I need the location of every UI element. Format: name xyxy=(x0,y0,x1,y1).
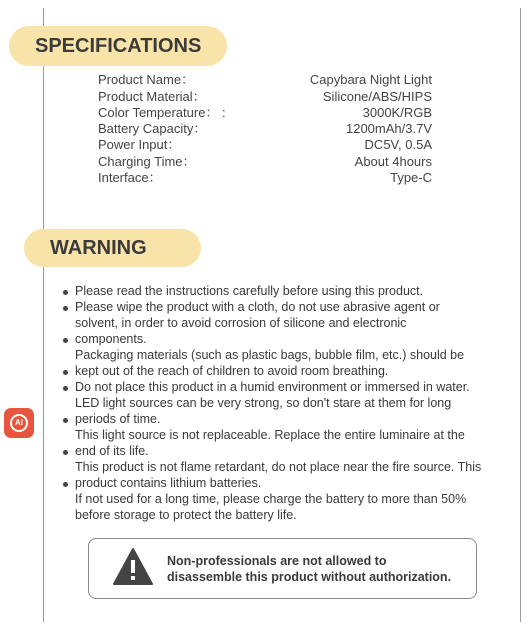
warning-triangle-icon xyxy=(112,547,154,587)
warning-line: Do not place this product in a humid environment or immersed in water. xyxy=(75,380,470,394)
warning-line: before storage to protect the battery life. xyxy=(75,508,297,522)
warning-line: This light source is not replaceable. Replace the entire luminaire at the xyxy=(75,428,465,442)
spec-value-interface: Type-C xyxy=(390,170,432,185)
ai-badge-label: AI xyxy=(15,418,23,427)
spec-value-battery-capacity: 1200mAh/3.7V xyxy=(345,121,432,136)
warning-heading: WARNING xyxy=(24,229,201,267)
spec-value-power-input: DC5V, 0.5A xyxy=(364,137,432,152)
bullet-icon xyxy=(63,338,68,343)
warning-line: Please wipe the product with a cloth, do not use abrasive agent or xyxy=(75,300,440,314)
warning-line: If not used for a long time, please charge the battery to more than 50% xyxy=(75,492,467,506)
ai-assistant-button[interactable] xyxy=(4,408,34,438)
spec-label-interface: Interface： xyxy=(98,170,162,185)
bullet-icon xyxy=(63,290,68,295)
spec-label-power-input: Power Input： xyxy=(98,137,181,152)
warning-line: product contains lithium batteries. xyxy=(75,476,262,490)
spec-value-material: Silicone/ABS/HIPS xyxy=(322,89,432,104)
spec-label-battery-capacity: Battery Capacity： xyxy=(98,121,207,136)
bullet-icon xyxy=(63,306,68,311)
warning-line: Packaging materials (such as plastic bags, bubble film, etc.) should be xyxy=(75,348,465,362)
bullet-icon xyxy=(63,386,68,391)
disassembly-notice xyxy=(88,538,477,599)
warning-line: end of its life. xyxy=(75,444,149,458)
warning-line: Please read the instructions carefully before using this product. xyxy=(75,284,424,298)
spec-label-product-name: Product Name： xyxy=(98,72,195,87)
spec-value-color-temperature: 3000K/RGB xyxy=(362,105,432,120)
spec-value-product-name: Capybara Night Light xyxy=(309,72,432,87)
spec-label-material: Product Material： xyxy=(98,89,206,104)
bullet-icon xyxy=(63,482,68,487)
warning-line: solvent, in order to avoid corrosion of silicone and electronic xyxy=(75,316,407,330)
bullet-icon xyxy=(63,450,68,455)
warning-line: kept out of the reach of children to avoid room breathing. xyxy=(75,364,389,378)
bullet-icon xyxy=(63,418,68,423)
warning-line: periods of time. xyxy=(75,412,161,426)
spec-value-charging-time: About 4hours xyxy=(354,154,432,169)
spec-label-color-temperature: Color Temperature： : xyxy=(98,105,226,120)
specifications-heading: SPECIFICATIONS xyxy=(9,26,227,66)
notice-line-2: disassemble this product without authorization. xyxy=(167,570,452,584)
warning-line: components. xyxy=(75,332,147,346)
bullet-icon xyxy=(63,370,68,375)
warning-line: LED light sources can be very strong, so don't stare at them for long xyxy=(75,396,452,410)
spec-label-charging-time: Charging Time： xyxy=(98,154,196,169)
notice-line-1: Non-professionals are not allowed to xyxy=(167,554,387,568)
warning-line: This product is not flame retardant, do not place near the fire source. This xyxy=(75,460,482,474)
